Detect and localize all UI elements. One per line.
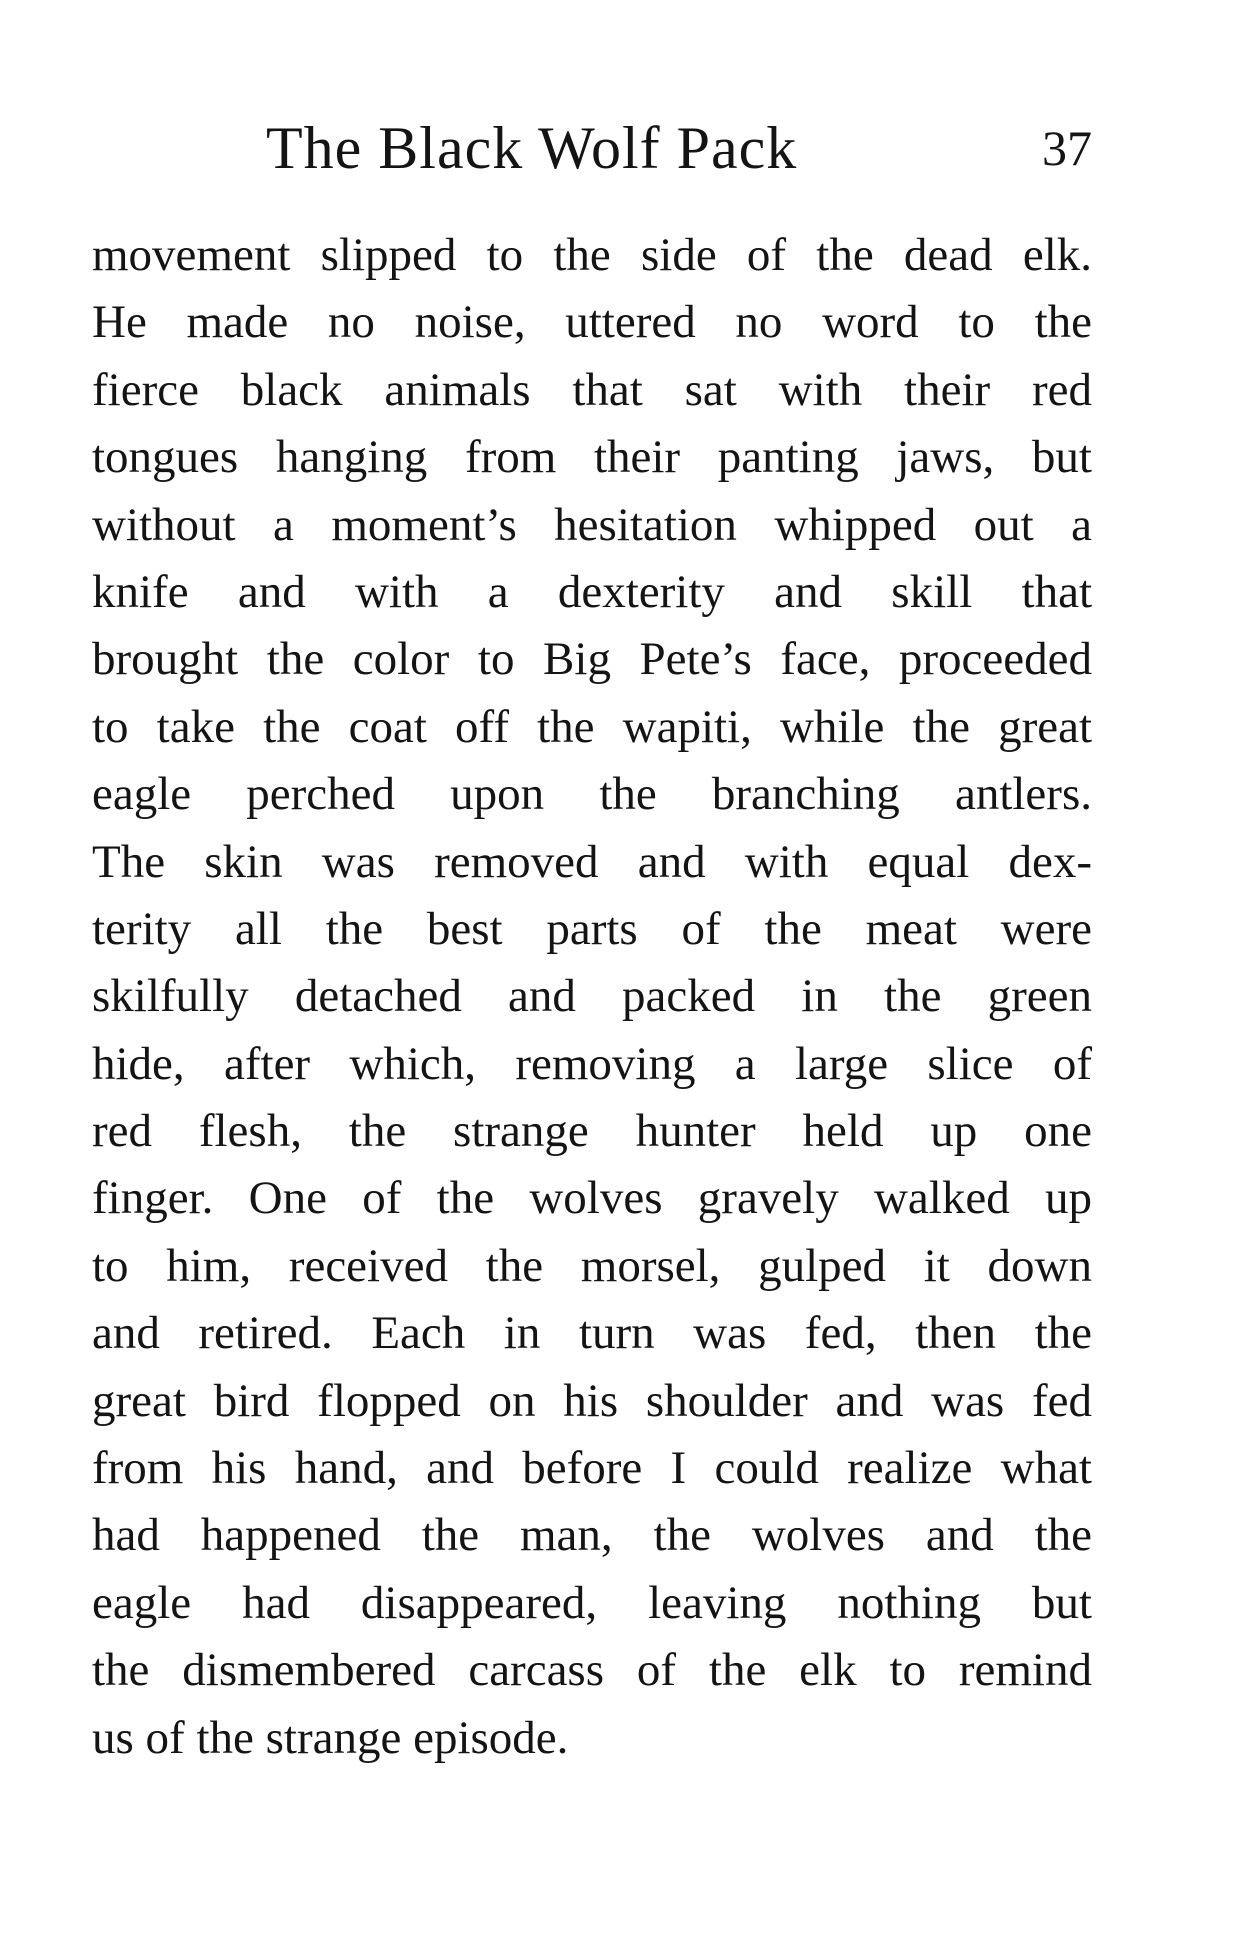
text-line-last: us of the strange episode. [92,1711,569,1764]
text-line: tongues hanging from their panting jaws, but [92,431,1092,484]
text-line: terity all the best parts of the meat were [92,902,1092,955]
text-line: the dismembered carcass of the elk to remind [92,1644,1092,1697]
text-line: fierce black animals that sat with their red [92,363,1092,416]
text-line: He made no noise, uttered no word to the [92,296,1092,349]
text-line: great bird flopped on his shoulder and was fed [92,1374,1092,1427]
text-line: knife and with a dexterity and skill that [92,565,1092,618]
text-line: from his hand, and before I could realize what [92,1442,1092,1495]
text-line: without a moment’s hesitation whipped out a [92,498,1092,551]
body-text [92,222,1092,1772]
text-line: eagle had disappeared, leaving nothing but [92,1576,1092,1629]
text-line: skilfully detached and packed in the green [92,970,1092,1023]
text-line: had happened the man, the wolves and the [92,1509,1092,1562]
text-line: finger. One of the wolves gravely walked up [92,1172,1092,1225]
text-line: and retired. Each in turn was fed, then the [92,1307,1092,1360]
text-line: movement slipped to the side of the dead elk. [92,229,1092,281]
text-line: brought the color to Big Pete’s face, proceeded [92,633,1092,686]
text-line: hide, after which, removing a large slice of [92,1037,1092,1090]
text-line: eagle perched upon the branching antlers. [92,768,1092,821]
page-header [92,108,1092,188]
text-line: The skin was removed and with equal dex- [92,835,1092,888]
page-number: 37 [1042,120,1092,176]
running-title: The Black Wolf Pack [266,115,798,181]
text-line: to him, received the morsel, gulped it down [92,1239,1092,1292]
text-line: to take the coat off the wapiti, while the great [92,700,1092,753]
text-line: red flesh, the strange hunter held up one [92,1105,1092,1158]
